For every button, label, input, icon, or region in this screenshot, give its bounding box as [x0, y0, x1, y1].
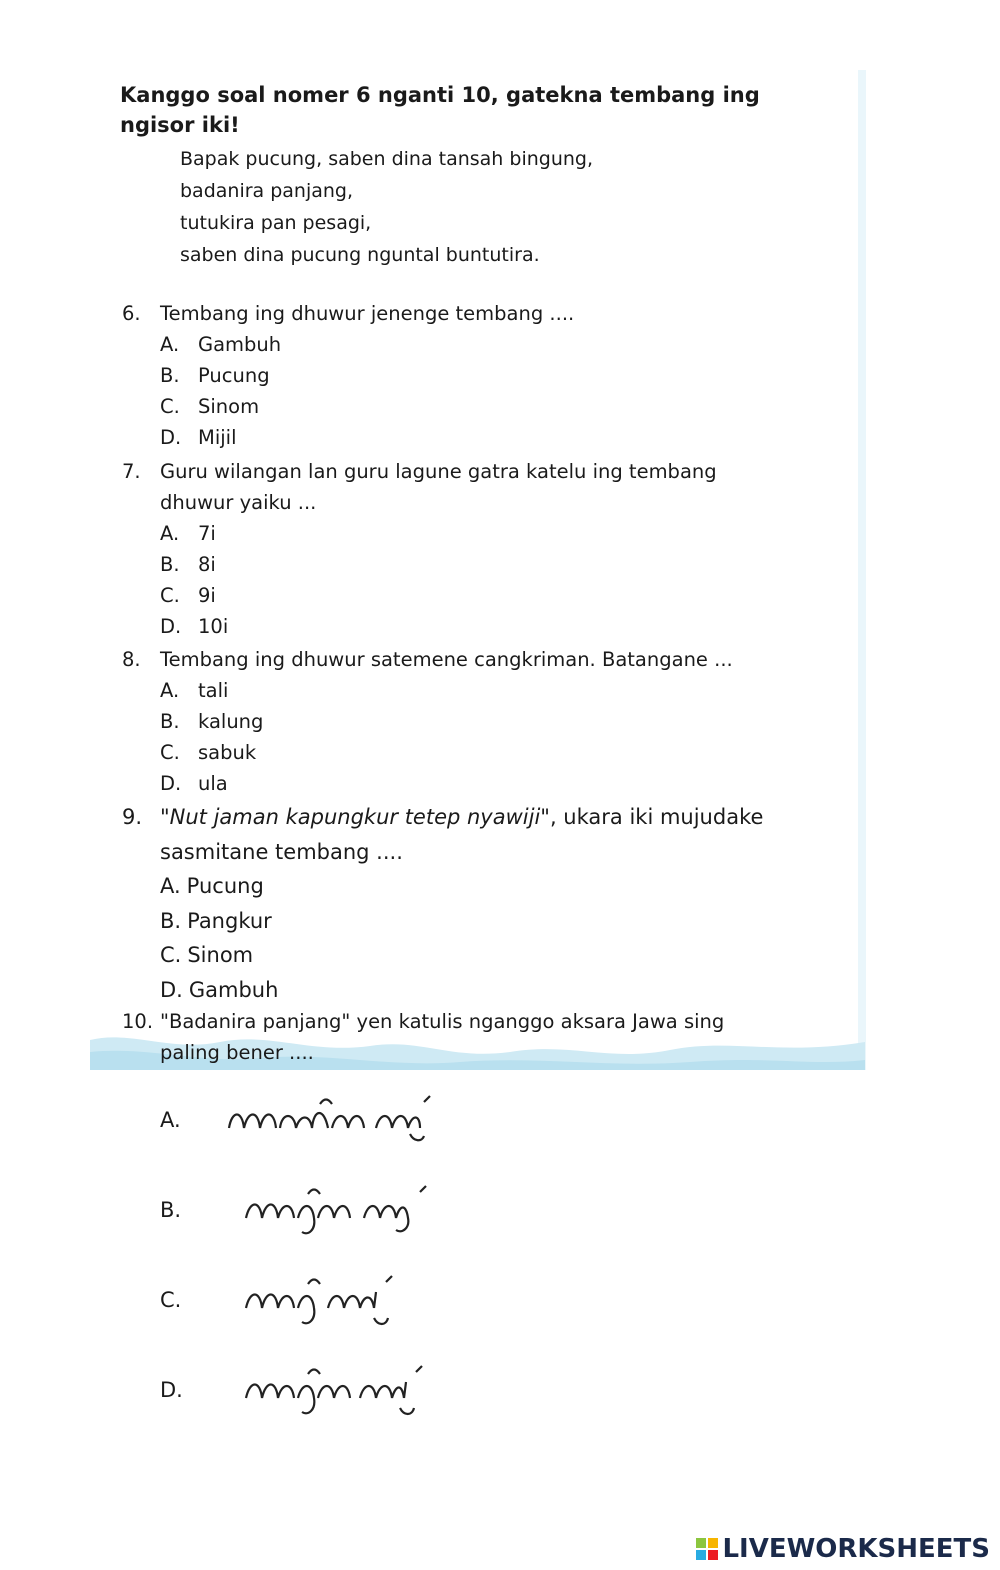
- poem-line: Bapak pucung, saben dina tansah bingung,: [180, 148, 594, 170]
- option[interactable]: A. Gambuh: [160, 333, 282, 356]
- poem-line: saben dina pucung nguntal buntutira.: [180, 244, 540, 266]
- option[interactable]: D. Gambuh: [160, 977, 279, 1002]
- question-number: 8.: [122, 648, 141, 671]
- question-10: [122, 1006, 822, 1068]
- brand-logo-icon: [696, 1538, 718, 1560]
- option[interactable]: C. 9i: [160, 584, 216, 607]
- option[interactable]: C.: [160, 1255, 444, 1345]
- question-stem: Guru wilangan lan guru lagune gatra katelu ing tembang dhuwur yaiku ...: [160, 460, 717, 514]
- option[interactable]: B. kalung: [160, 710, 264, 733]
- question-7: [122, 456, 822, 642]
- option[interactable]: D.: [160, 1345, 444, 1435]
- question-number: 10.: [122, 1010, 154, 1033]
- option[interactable]: C. Sinom: [160, 943, 254, 967]
- javanese-script-image: [224, 1270, 444, 1330]
- option[interactable]: B.: [160, 1165, 444, 1255]
- brand-logo: [696, 1534, 990, 1564]
- javanese-options: [160, 1075, 444, 1435]
- poem: [180, 143, 593, 271]
- option[interactable]: C. Sinom: [160, 395, 260, 418]
- question-number: 9.: [122, 805, 143, 829]
- option[interactable]: B. 8i: [160, 553, 216, 576]
- option[interactable]: B. Pucung: [160, 364, 270, 387]
- option[interactable]: B. Pangkur: [160, 908, 272, 933]
- quoted-phrase: "Nut jaman kapungkur tetep nyawiji": [160, 805, 550, 829]
- option[interactable]: D. Mijil: [160, 426, 237, 449]
- poem-line: badanira panjang,: [180, 180, 354, 202]
- question-6: [122, 298, 822, 453]
- option[interactable]: C. sabuk: [160, 741, 257, 764]
- page-edge-strip: [858, 70, 866, 1070]
- option[interactable]: A.: [160, 1075, 444, 1165]
- question-stem: "Nut jaman kapungkur tetep nyawiji", ukara iki mujudake sasmitane tembang ....: [160, 805, 764, 864]
- poem-line: tutukira pan pesagi,: [180, 212, 372, 234]
- javanese-script-image: [224, 1180, 444, 1240]
- question-stem: Tembang ing dhuwur jenenge tembang ....: [160, 302, 575, 325]
- question-number: 7.: [122, 460, 141, 483]
- brand-name: LIVEWORKSHEETS: [722, 1534, 990, 1564]
- instructions: Kanggo soal nomer 6 nganti 10, gatekna tembang ing ngisor iki!: [120, 83, 760, 137]
- question-number: 6.: [122, 302, 141, 325]
- question-8: [122, 644, 822, 799]
- question-stem: Tembang ing dhuwur satemene cangkriman. Batangane ...: [160, 648, 733, 671]
- option[interactable]: A. 7i: [160, 522, 216, 545]
- option[interactable]: D. 10i: [160, 615, 229, 638]
- option[interactable]: A. tali: [160, 679, 229, 702]
- question-stem: "Badanira panjang" yen katulis nganggo aksara Jawa sing paling bener ....: [160, 1010, 725, 1064]
- javanese-script-image: [224, 1090, 444, 1150]
- option[interactable]: D. ula: [160, 772, 228, 795]
- javanese-script-image: [224, 1360, 444, 1420]
- option[interactable]: A. Pucung: [160, 874, 264, 898]
- question-9: [122, 800, 822, 1007]
